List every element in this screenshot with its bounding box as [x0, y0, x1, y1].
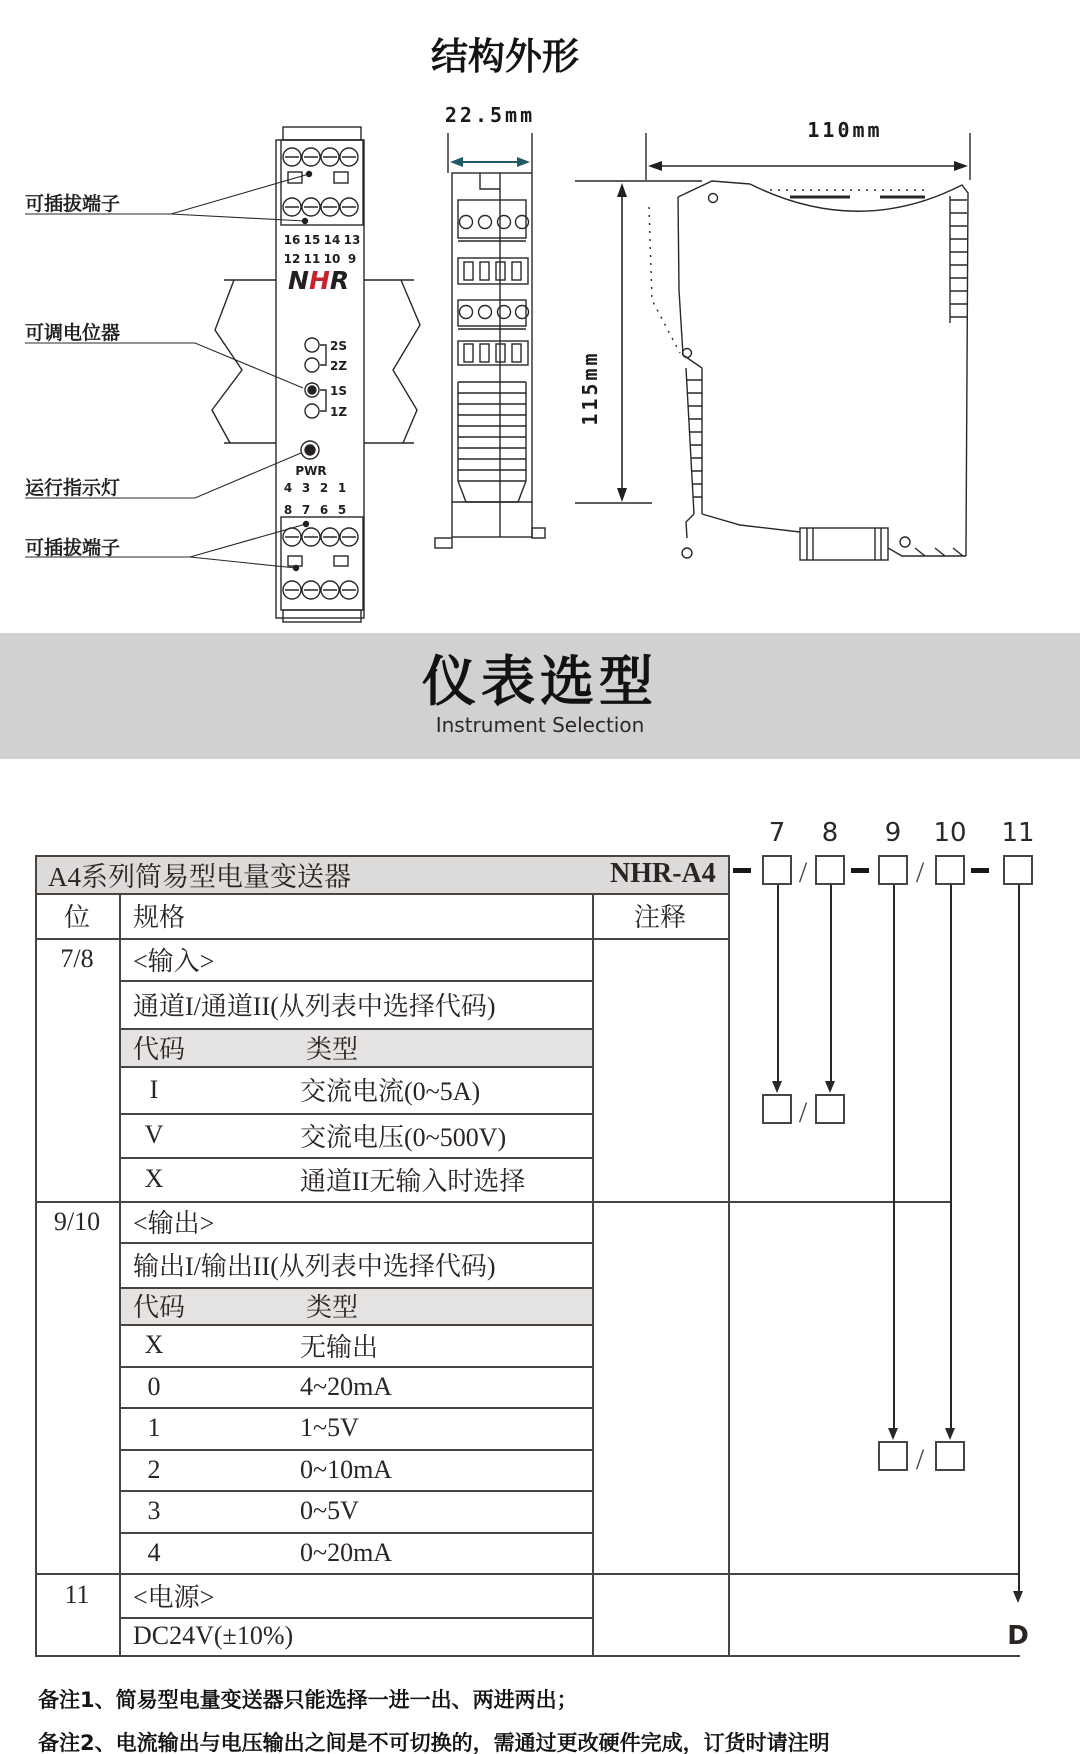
pot-label-1s: 1S: [330, 384, 347, 398]
code-arrow-9: [888, 1428, 898, 1440]
pot-label-1z: 1Z: [330, 405, 348, 419]
col-header-spec: 规格: [133, 903, 186, 932]
callout-run-light: 运行指示灯: [25, 477, 121, 499]
pwr-label: PWR: [295, 464, 327, 478]
digit-pos-9: 9: [884, 818, 902, 848]
row-code: 0: [147, 1371, 161, 1401]
callout-potentiometer: 可调电位器: [25, 322, 121, 344]
terminal-numbers-bottom-row2: 8 7 6 5: [283, 503, 347, 517]
code-line-10: [950, 885, 952, 1428]
product-name: A4系列简易型电量变送器: [48, 861, 351, 892]
row-type-head: 类型: [306, 1293, 359, 1322]
code-box-8: [815, 855, 845, 885]
code-line-11: [1018, 885, 1020, 1591]
row-type: 0~10mA: [300, 1454, 393, 1484]
banner-subtitle: Instrument Selection: [435, 713, 645, 737]
code-dash: [971, 868, 989, 873]
output-code-box-1: [878, 1441, 908, 1471]
code-arrow-10: [945, 1428, 955, 1440]
callout-pluggable-bottom: 可插拔端子: [25, 537, 121, 559]
code-line-9: [893, 885, 895, 1428]
code-slash: /: [798, 1096, 808, 1129]
digit-pos-11: 11: [1001, 818, 1035, 848]
side-view-icon: [435, 133, 545, 548]
digit-pos-10: 10: [933, 818, 967, 848]
footnote-2: 备注2、电流输出与电压输出之间是不可切换的，需通过更改硬件完成，订货时请注明: [38, 1731, 830, 1754]
code-arrow-11: [1013, 1591, 1023, 1603]
front-view-icon: [276, 127, 364, 622]
footnote-1: 备注1、简易型电量变送器只能选择一进一出、两进两出；: [38, 1688, 578, 1712]
grid-line: [728, 855, 730, 1655]
row-code-head: 代码: [133, 1034, 186, 1064]
row-spec: <输入>: [133, 946, 215, 976]
brand-r: R: [329, 266, 350, 295]
banner: [0, 633, 1080, 759]
terminal-numbers-top-row2: 12 11 10 9: [283, 252, 357, 266]
code-slash: /: [915, 1443, 925, 1476]
brand-n: N: [288, 266, 309, 295]
code-line-8: [830, 885, 832, 1081]
row-type: 交流电流(0~5A): [300, 1077, 481, 1106]
callout-lines-icon: [25, 174, 309, 568]
row-code: I: [149, 1074, 159, 1104]
model-code: NHR-A4: [610, 858, 716, 889]
profile-view-icon: [575, 133, 970, 560]
row-type-head: 类型: [306, 1034, 359, 1064]
code-box-9: [878, 855, 908, 885]
row-spec: 通道I/通道II(从列表中选择代码): [133, 991, 496, 1021]
row-pos: 7/8: [60, 944, 94, 973]
grid-line: [592, 893, 594, 1655]
code-box-7: [762, 855, 792, 885]
row-spec: <输出>: [133, 1209, 215, 1238]
pot-label-2s: 2S: [330, 339, 347, 353]
pot-label-2z: 2Z: [330, 359, 348, 373]
terminal-numbers-top-row1: 16 15 14 13: [283, 233, 361, 247]
row-code: 3: [147, 1496, 161, 1525]
col-header-note: 注释: [633, 903, 686, 932]
row-code: X: [144, 1164, 164, 1193]
structure-drawing: [0, 0, 1080, 645]
code-line-7: [777, 885, 779, 1081]
code-slash: /: [915, 856, 925, 889]
row-type: 0~5V: [300, 1496, 359, 1525]
power-code: D: [1007, 1621, 1029, 1651]
row-code: X: [144, 1330, 164, 1359]
input-code-box-2: [815, 1094, 845, 1124]
code-box-10: [935, 855, 965, 885]
structure-title: 结构外形: [431, 35, 579, 78]
row-spec: <电源>: [133, 1582, 215, 1612]
row-type: 通道II无输入时选择: [300, 1166, 526, 1196]
row-code: 4: [147, 1537, 161, 1567]
row-code: 2: [147, 1454, 161, 1484]
brand-h: H: [308, 266, 330, 295]
row-type: 4~20mA: [300, 1371, 393, 1401]
row-spec: 输出I/输出II(从列表中选择代码): [133, 1252, 496, 1281]
digit-pos-8: 8: [821, 818, 839, 848]
input-code-box-1: [762, 1094, 792, 1124]
code-box-11: [1003, 855, 1033, 885]
banner-title: 仪表选型: [422, 650, 658, 713]
dim-depth: 110mm: [807, 118, 883, 142]
row-spec: DC24V(±10%): [133, 1621, 294, 1650]
row-type: 0~20mA: [300, 1537, 393, 1567]
row-code: V: [144, 1120, 164, 1149]
dim-width-side: 22.5mm: [444, 103, 536, 127]
code-dash: [851, 868, 869, 873]
row-pos: 9/10: [53, 1206, 101, 1236]
row-code: 1: [147, 1413, 161, 1442]
digit-pos-7: 7: [768, 818, 786, 848]
row-type: 无输出: [300, 1332, 379, 1362]
callout-pluggable-top: 可插拔端子: [25, 193, 121, 215]
brand-logo: [288, 266, 349, 295]
row-type: 交流电压(0~500V): [300, 1122, 507, 1152]
grid-line: [35, 1655, 1020, 1657]
code-dash: [733, 868, 751, 873]
code-arrow-7: [772, 1081, 782, 1093]
dim-height: 115mm: [578, 350, 602, 426]
code-slash: /: [798, 856, 808, 889]
terminal-numbers-bottom-row1: 4 3 2 1: [283, 481, 347, 495]
row-code-head: 代码: [133, 1293, 186, 1322]
code-arrow-8: [825, 1081, 835, 1093]
col-header-pos: 位: [63, 903, 90, 932]
output-code-box-2: [935, 1441, 965, 1471]
din-rail-icon: [212, 280, 420, 443]
row-type: 1~5V: [300, 1413, 359, 1442]
row-pos: 11: [64, 1580, 90, 1609]
